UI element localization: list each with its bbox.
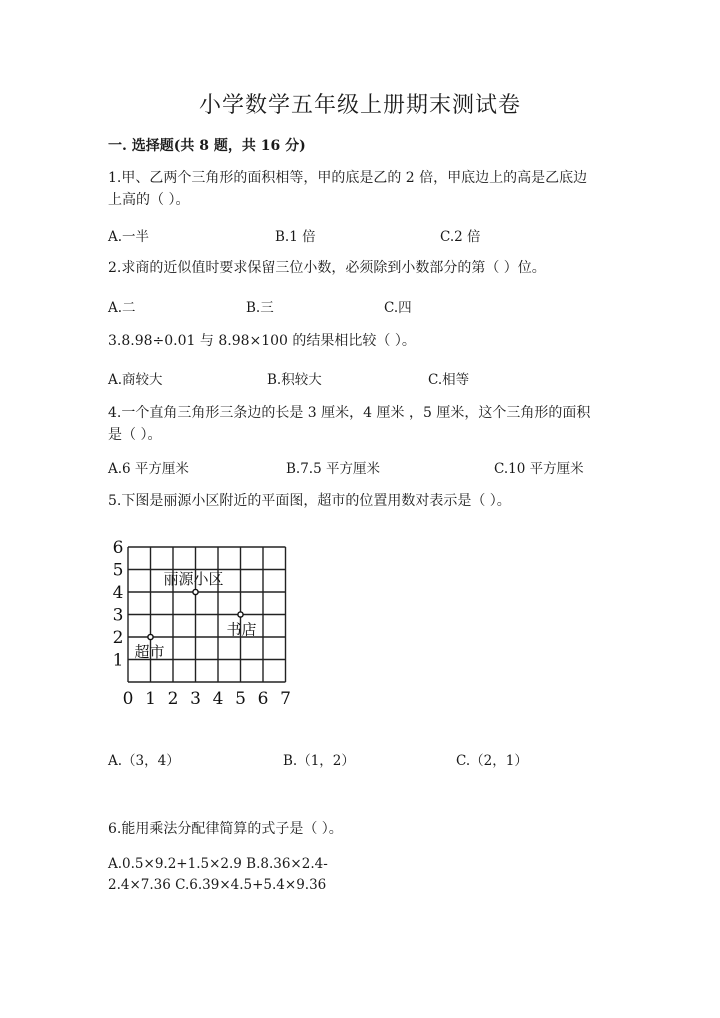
question-1-option-c[interactable]: C.2 倍 — [440, 229, 481, 245]
x-tick-label: 4 — [212, 689, 224, 709]
y-tick-label: 4 — [112, 583, 124, 603]
question-3-option-c[interactable]: C.相等 — [428, 372, 470, 388]
x-tick-label: 3 — [190, 689, 201, 709]
map-point-marker — [193, 589, 198, 594]
x-tick-label: 6 — [257, 689, 269, 709]
map-point-label: 超市 — [134, 643, 165, 661]
question-5-stem: 5.下图是丽源小区附近的平面图，超市的位置用数对表示是（ ）。 — [108, 493, 511, 509]
y-tick-label: 5 — [112, 560, 124, 581]
question-6-options-line-2: 2.4×7.36 C.6.39×4.5+5.4×9.36 — [108, 877, 327, 893]
question-5-option-a[interactable]: A.（3，4） — [108, 753, 180, 769]
question-1-stem — [108, 167, 587, 211]
question-4-option-c[interactable]: C.10 平方厘米 — [494, 461, 584, 477]
y-tick-label: 3 — [112, 605, 124, 626]
question-5-option-c[interactable]: C.（2，1） — [456, 753, 528, 769]
question-4-line-1: 4.一个直角三角形三条边的长是 3 厘米，4 厘米 ，5 厘米，这个三角形的面积 — [108, 405, 591, 421]
x-tick-label: 5 — [235, 689, 246, 709]
map-y-ticks — [113, 538, 124, 671]
question-3-option-b[interactable]: B.积较大 — [267, 372, 322, 388]
section-heading: 一. 选择题(共 8 题，共 16 分) — [108, 138, 306, 154]
y-tick-label: 6 — [112, 538, 124, 558]
question-1-option-b[interactable]: B.1 倍 — [275, 229, 316, 245]
question-4-option-b[interactable]: B.7.5 平方厘米 — [286, 461, 380, 477]
page-title: 小学数学五年级上册期末测试卷 — [198, 93, 521, 118]
y-tick-label: 1 — [112, 650, 124, 671]
y-tick-label: 2 — [112, 628, 124, 648]
question-3-stem: 3.8.98÷0.01 与 8.98×100 的结果相比较（ ）。 — [108, 333, 416, 349]
question-1-option-a[interactable]: A.一半 — [108, 229, 150, 245]
question-2-option-c[interactable]: C.四 — [384, 300, 412, 316]
question-4-option-a[interactable]: A.6 平方厘米 — [108, 461, 189, 477]
map-point-marker — [148, 634, 153, 639]
map-point-label: 书店 — [226, 620, 257, 639]
question-4-stem — [108, 402, 590, 446]
question-5-option-b[interactable]: B.（1，2） — [283, 753, 355, 769]
x-tick-label: 2 — [167, 689, 179, 709]
question-1-line-2: 上高的（ ）。 — [108, 192, 190, 208]
x-tick-label: 7 — [280, 689, 291, 709]
x-tick-label: 0 — [122, 689, 134, 709]
question-1-line-1: 1.甲、乙两个三角形的面积相等，甲的底是乙的 2 倍，甲底边上的高是乙底边 — [108, 170, 588, 186]
question-3-option-a[interactable]: A.商较大 — [108, 372, 163, 388]
question-6-options[interactable] — [108, 854, 328, 896]
question-6-options-line-1: A.0.5×9.2+1.5×2.9 B.8.36×2.4- — [108, 856, 328, 872]
question-2-option-a[interactable]: A.二 — [108, 300, 136, 316]
question-6-stem: 6.能用乘法分配律简算的式子是（ ）。 — [108, 821, 343, 837]
map-grid — [128, 547, 286, 682]
location-map — [110, 538, 310, 718]
map-x-ticks — [123, 689, 291, 709]
map-point-label: 丽源小区 — [163, 570, 224, 588]
question-2-stem: 2.求商的近似值时要求保留三位小数，必须除到小数部分的第（ ）位。 — [108, 260, 546, 276]
x-tick-label: 1 — [145, 689, 156, 709]
question-4-line-2: 是（ ）。 — [108, 427, 162, 443]
map-point-marker — [238, 612, 243, 617]
question-2-option-b[interactable]: B.三 — [246, 300, 274, 316]
